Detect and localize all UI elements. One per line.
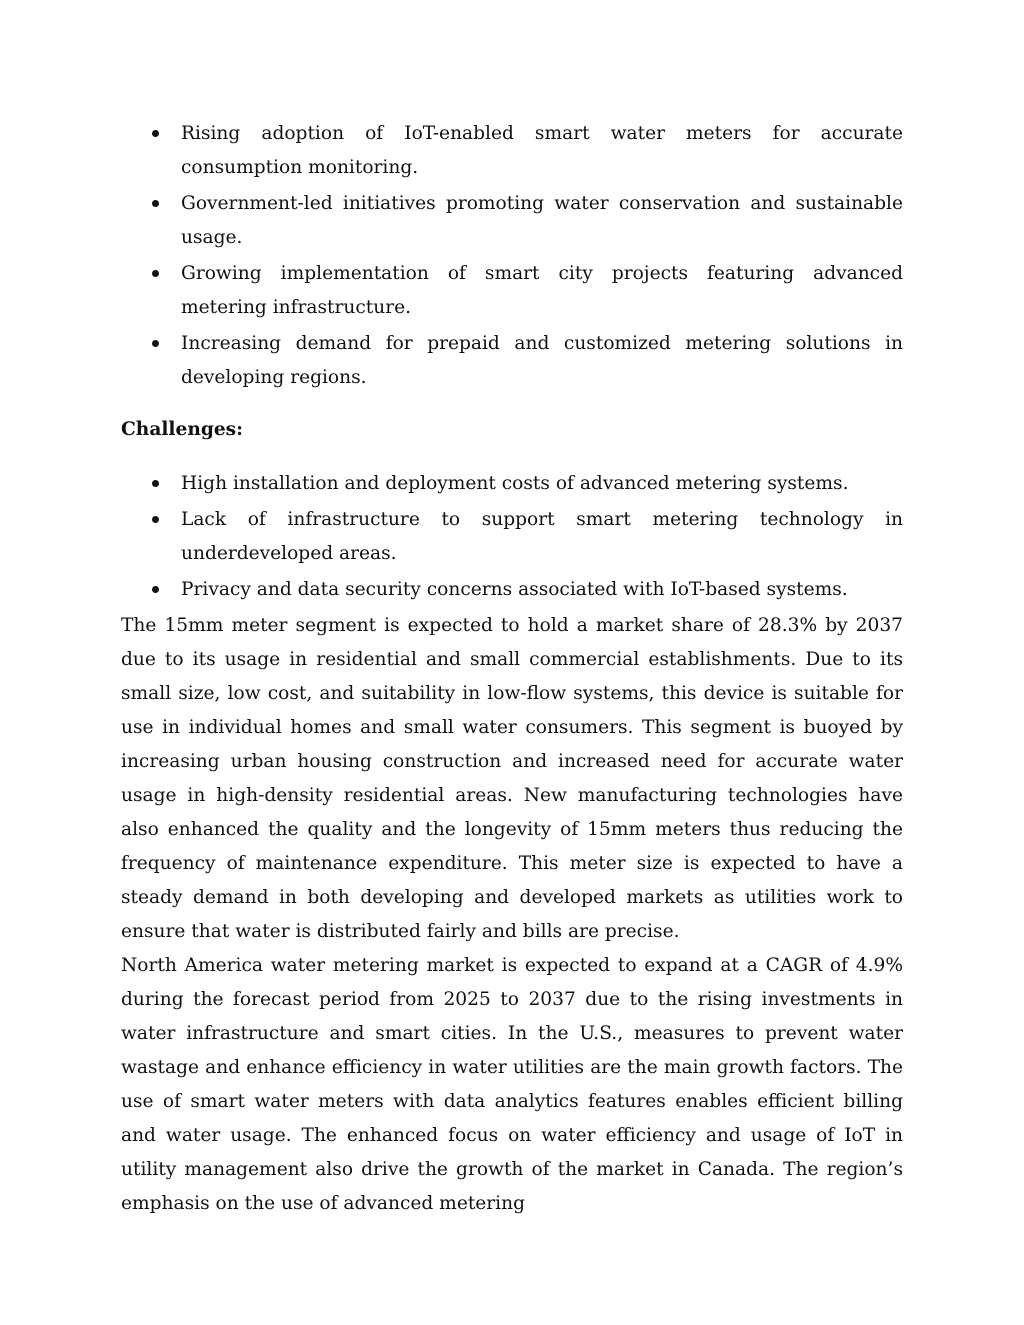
document-page xyxy=(121,117,903,1221)
segment-paragraph: The 15mm meter segment is expected to hold a market share of 28.3% by 2037 due to its usage in residential and small commercial establishments. Due to its small size, low cost, and suitability in low-flow systems, this device is suitable for use in individual homes and small water consumers. This segment is buoyed by increasing urban housing construction and increased need for accurate water usage in high-density residential areas. New manufacturing technologies have also enhanced the quality and the longevity of 15mm meters thus reducing the frequency of maintenance expenditure. This meter size is expected to have a steady demand in both developing and developed markets as utilities work to ensure that water is distributed fairly and bills are precise. xyxy=(121,615,903,942)
north-america-paragraph: North America water metering market is expected to expand at a CAGR of 4.9% during the forecast period from 2025 to 2037 due to the rising investments in water infrastructure and smart cities. In the U.S., measures to prevent water wastage and enhance efficiency in water utilities are the main growth factors. The use of smart water meters with data analytics features enables efficient billing and water usage. The enhanced focus on water efficiency and usage of IoT in utility management also drive the growth of the market in Canada. The region’s emphasis on the use of advanced metering xyxy=(121,955,903,1214)
bullet-icon xyxy=(152,130,159,137)
list-item-text: High installation and deployment costs of advanced metering systems. xyxy=(181,473,849,494)
list-item xyxy=(121,117,903,185)
challenges-list xyxy=(121,467,903,607)
list-item-text: Privacy and data security concerns associated with IoT-based systems. xyxy=(181,579,848,600)
list-item-text: Growing implementation of smart city projects featuring advanced metering infrastructure. xyxy=(181,263,903,318)
list-item xyxy=(121,503,903,571)
list-item xyxy=(121,187,903,255)
list-item xyxy=(121,573,903,607)
list-item-text: Lack of infrastructure to support smart metering technology in underdeveloped areas. xyxy=(181,509,903,564)
list-item xyxy=(121,327,903,395)
list-item xyxy=(121,467,903,501)
list-item xyxy=(121,257,903,325)
bullet-icon xyxy=(152,480,159,487)
bullet-icon xyxy=(152,586,159,593)
bullet-icon xyxy=(152,270,159,277)
list-item-text: Government-led initiatives promoting water conservation and sustainable usage. xyxy=(181,193,903,248)
bullet-icon xyxy=(152,340,159,347)
drivers-list xyxy=(121,117,903,395)
list-item-text: Increasing demand for prepaid and customized metering solutions in developing regions. xyxy=(181,333,903,388)
bullet-icon xyxy=(152,200,159,207)
list-item-text: Rising adoption of IoT-enabled smart water meters for accurate consumption monitoring. xyxy=(181,123,903,178)
challenges-heading: Challenges: xyxy=(121,419,244,440)
bullet-icon xyxy=(152,516,159,523)
